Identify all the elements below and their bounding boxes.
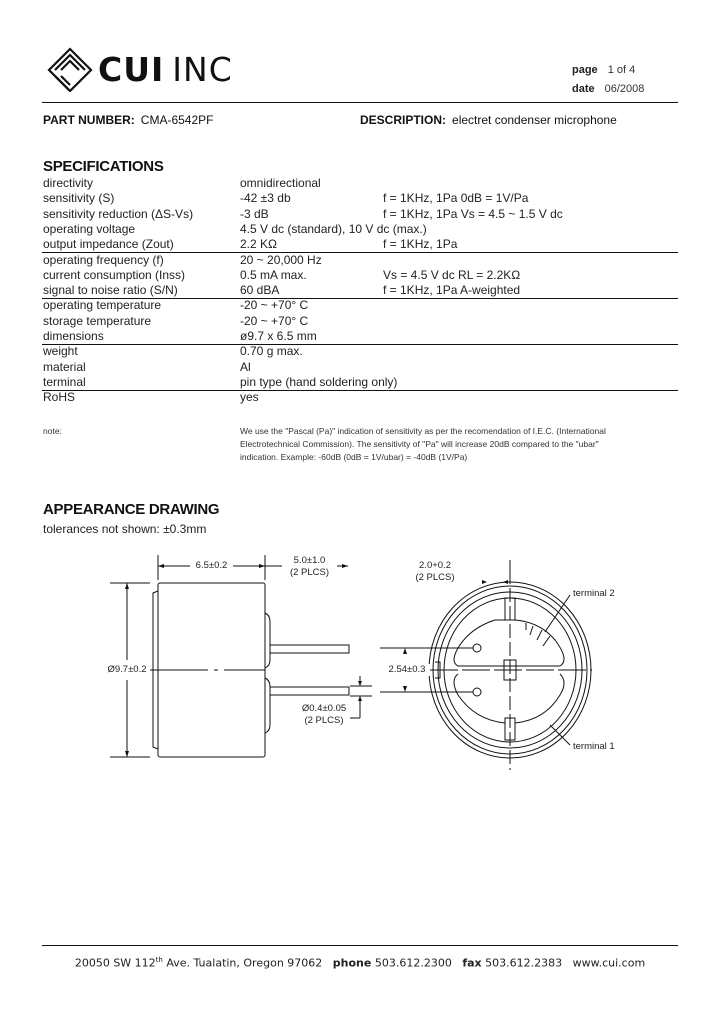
- description-label: DESCRIPTION:: [360, 113, 447, 127]
- phone-label: phone: [332, 956, 372, 970]
- part-number: [43, 113, 213, 127]
- spec-label: sensitivity (S): [43, 191, 115, 206]
- spec-label: terminal: [43, 374, 86, 389]
- spec-value: -42 ±3 db: [240, 191, 291, 206]
- spec-row: [43, 375, 679, 390]
- pin-length-dimension: [282, 555, 337, 579]
- address-rest: Ave. Tualatin, Oregon 97062: [162, 956, 323, 970]
- spec-value: 2.2 KΩ: [240, 237, 277, 252]
- spec-cond: Vs = 4.5 V dc RL = 2.2KΩ: [383, 267, 521, 282]
- note-text: [240, 425, 606, 464]
- website-link[interactable]: www.cui.com: [572, 956, 646, 970]
- footer-divider: [42, 945, 678, 946]
- spec-row: [43, 237, 679, 252]
- page-label: page: [572, 64, 598, 76]
- spec-row: [43, 314, 679, 329]
- spec-value: 60 dBA: [240, 283, 280, 298]
- spec-value: 0.5 mA max.: [240, 267, 307, 282]
- spec-label: weight: [43, 344, 78, 359]
- phone-number: 503.612.2300: [374, 956, 452, 970]
- spec-value: -20 ~ +70° C: [240, 313, 309, 328]
- address-ordinal: th: [155, 956, 163, 964]
- spec-row: [43, 191, 679, 206]
- spec-row: [43, 283, 679, 298]
- brand-bold: CUI: [98, 50, 165, 89]
- spec-value: Al: [240, 359, 251, 374]
- spec-value: ø9.7 x 6.5 mm: [240, 329, 317, 343]
- diameter-dimension: Ø9.7±0.2: [104, 664, 150, 676]
- spec-row: [43, 344, 679, 359]
- cui-logo-icon: [46, 46, 94, 92]
- description: [360, 113, 617, 127]
- spec-value: -20 ~ +70° C: [240, 298, 309, 313]
- spec-row: [43, 329, 679, 344]
- spec-label: output impedance (Zout): [43, 237, 174, 252]
- spec-value: yes: [240, 390, 259, 405]
- spec-label: current consumption (Inss): [43, 267, 186, 282]
- date-label: date: [572, 83, 595, 95]
- brand-light: INC: [172, 50, 233, 89]
- spec-label: storage temperature: [43, 313, 152, 328]
- brand-name: [98, 50, 233, 89]
- fax-label: fax: [462, 956, 482, 970]
- spec-label: RoHS: [43, 390, 76, 405]
- spec-row: [43, 390, 679, 405]
- spec-value: 4.5 V dc (standard), 10 V dc (max.): [240, 221, 427, 236]
- spec-cond: f = 1KHz, 1Pa A-weighted: [383, 283, 521, 298]
- note-line: indication. Example: -60dB (0dB = 1V/ubar) = -40dB (1V/Pa): [240, 452, 468, 462]
- spec-value: 0.70 g max.: [240, 344, 303, 359]
- appearance-drawing-heading: APPEARANCE DRAWING: [43, 501, 220, 518]
- pin-diameter-value: Ø0.4±0.05: [301, 703, 347, 714]
- terminal-1-label: terminal 1: [573, 741, 615, 752]
- pad-width-dimension: [405, 560, 465, 584]
- pad-width-value: 2.0+0.2: [419, 560, 451, 571]
- spec-cond: f = 1KHz, 1Pa: [383, 237, 458, 252]
- spec-row: [43, 268, 679, 283]
- spec-row: [43, 360, 679, 375]
- note-line: Electrotechnical Commission). The sensitivity of "Pa" will increase 20dB compared to the "ubar": [240, 439, 599, 449]
- pin-length-value: 5.0±1.0: [293, 555, 326, 566]
- spec-value: omnidirectional: [240, 176, 321, 190]
- length-dimension: 6.5±0.2: [195, 560, 228, 571]
- spec-row: [43, 222, 679, 237]
- page-value: 1 of 4: [607, 64, 636, 76]
- pin-pitch-dimension: 2.54±0.3: [384, 664, 430, 676]
- spec-value: pin type (hand soldering only): [240, 374, 398, 389]
- spec-label: sensitivity reduction (ΔS-Vs): [43, 206, 194, 221]
- spec-row: [43, 207, 679, 222]
- spec-label: dimensions: [43, 329, 104, 343]
- spec-label: directivity: [43, 176, 94, 190]
- spec-value: -3 dB: [240, 206, 269, 221]
- page-info: [572, 64, 635, 76]
- pin-diameter-dimension: [298, 703, 350, 727]
- spec-cond: f = 1KHz, 1Pa 0dB = 1V/Pa: [383, 191, 529, 206]
- pin-length-qty: (2 PLCS): [289, 567, 330, 578]
- header-divider: [42, 102, 678, 103]
- pad-width-qty: (2 PLCS): [415, 572, 455, 583]
- terminal-2-label: terminal 2: [573, 588, 615, 599]
- spec-row: [43, 176, 679, 191]
- part-number-value: CMA-6542PF: [140, 113, 214, 127]
- fax-number: 503.612.2383: [485, 956, 563, 970]
- spec-label: signal to noise ratio (S/N): [43, 283, 178, 298]
- address: 20050 SW 112: [74, 956, 156, 970]
- specifications-heading: SPECIFICATIONS: [43, 158, 164, 175]
- spec-row: [43, 298, 679, 313]
- pin-diameter-qty: (2 PLCS): [304, 715, 344, 726]
- note-label: note:: [43, 426, 62, 436]
- tolerance-note: tolerances not shown: ±0.3mm: [43, 522, 207, 536]
- spec-value: 20 ~ 20,000 Hz: [240, 252, 322, 267]
- date-value: 06/2008: [604, 83, 645, 95]
- spec-label: operating voltage: [43, 221, 136, 236]
- description-value: electret condenser microphone: [452, 113, 617, 127]
- spec-label: operating frequency (f): [43, 252, 164, 267]
- spec-row: [43, 253, 679, 268]
- note-line: We use the "Pascal (Pa)" indication of sensitivity as per the recomendation of I.E.C. (International: [240, 426, 606, 436]
- spec-label: material: [43, 359, 86, 374]
- date-info: [572, 83, 644, 95]
- part-number-label: PART NUMBER:: [43, 113, 135, 127]
- spec-label: operating temperature: [43, 298, 162, 313]
- spec-cond: f = 1KHz, 1Pa Vs = 4.5 ~ 1.5 V dc: [383, 206, 563, 221]
- footer-contact: [0, 956, 720, 970]
